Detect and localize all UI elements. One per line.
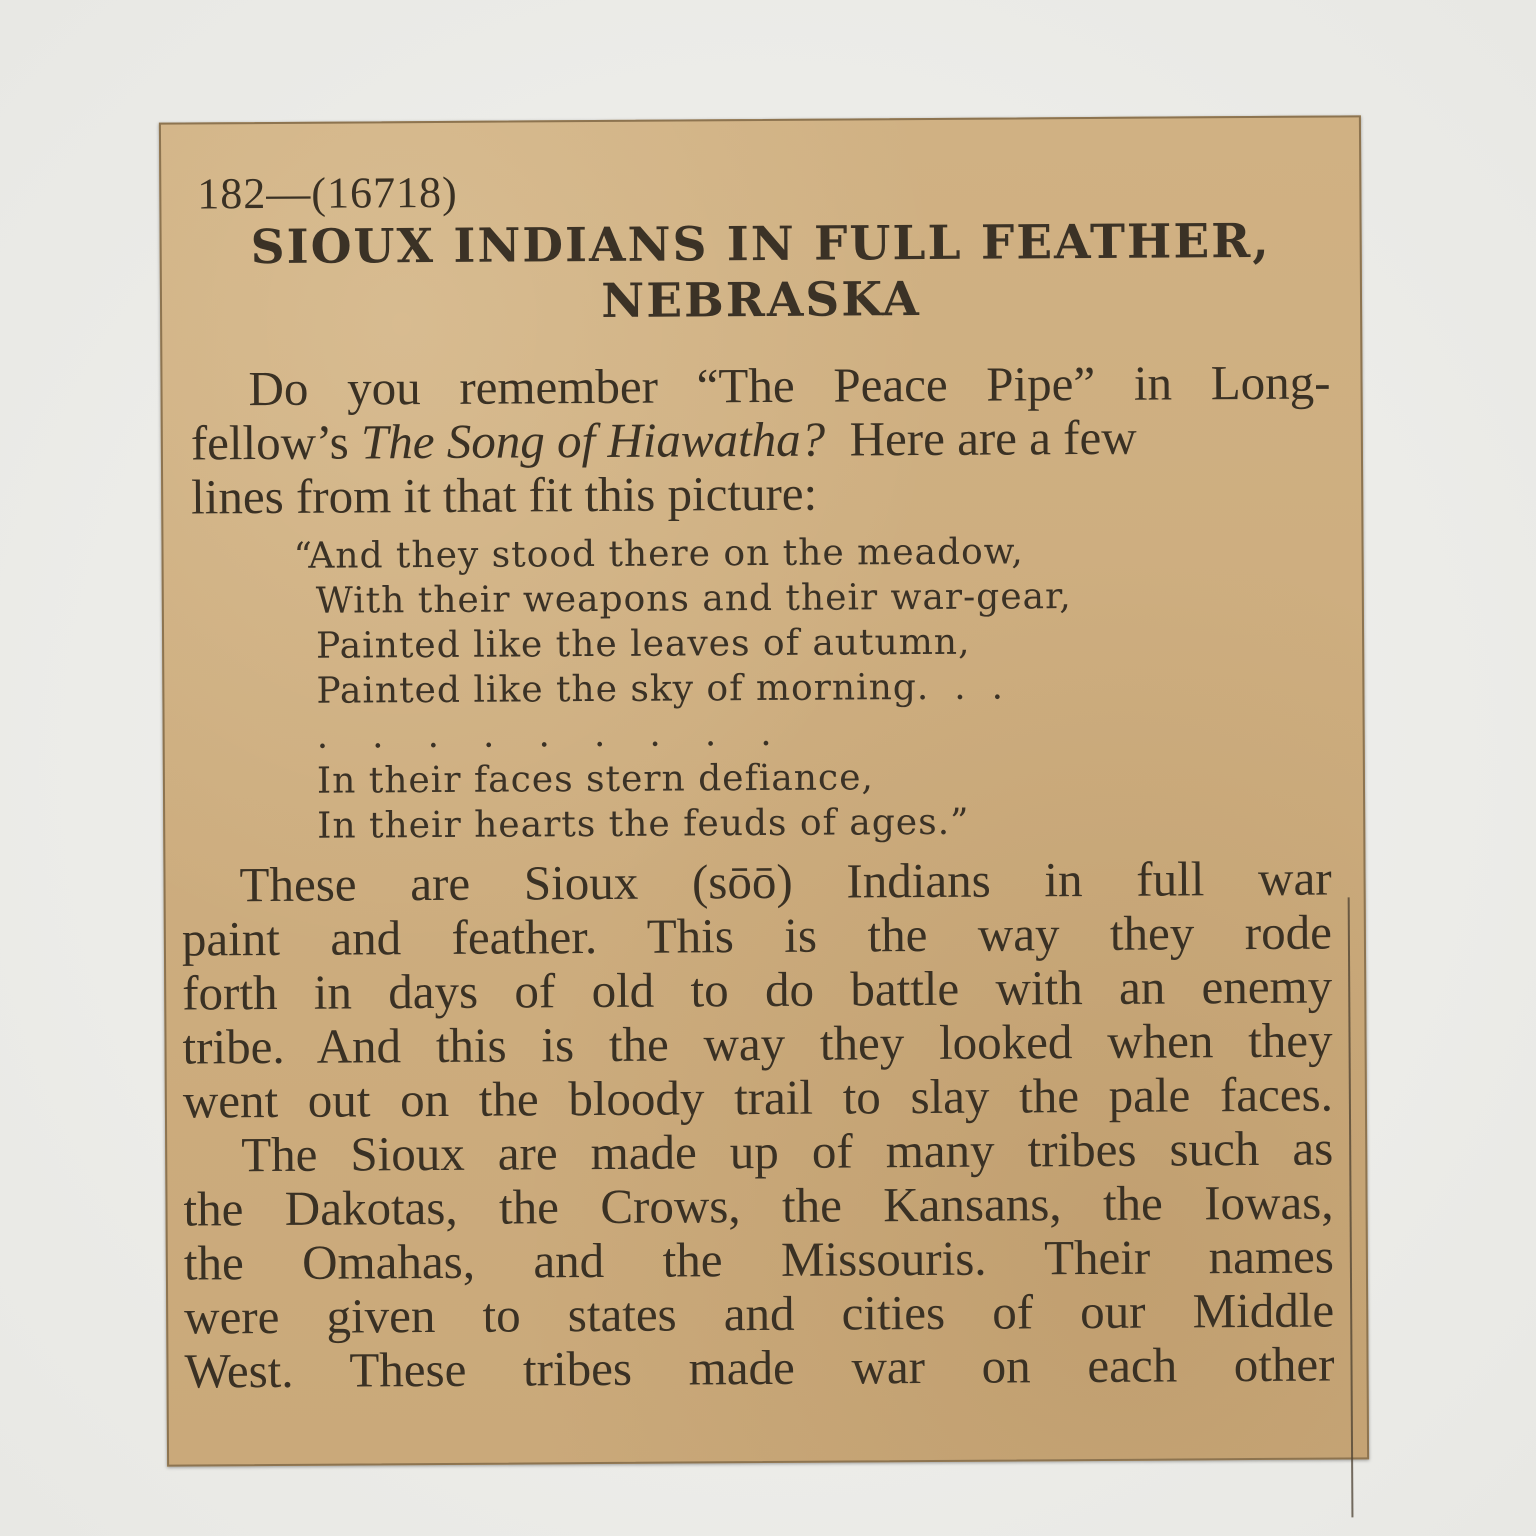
poem-line: In their faces stern defiance, <box>316 757 875 802</box>
stereoview-back-card <box>159 115 1369 1466</box>
poem-quote <box>293 528 1195 848</box>
intro-text: fellow’s <box>190 414 362 471</box>
body-line: the Omahas, and the Missouris. Their names <box>183 1228 1335 1291</box>
intro-line: Do you remember “The Peace Pipe” in Long- <box>248 354 1331 417</box>
poem-line: In their hearts the feuds of ages.” <box>317 801 970 847</box>
body-line: West. These tribes made war on each other <box>184 1336 1335 1399</box>
title-line-1: SIOUX INDIANS IN FULL FEATHER, <box>250 213 1271 276</box>
body-line: the Dakotas, the Crows, the Kansans, the Iowas, <box>183 1174 1334 1237</box>
body-paragraph <box>181 852 1334 1399</box>
card-number: 182—(16718) <box>197 167 458 219</box>
poem-ellipsis: ......... <box>316 712 816 757</box>
poem-line: Painted like the leaves of autumn, <box>315 621 971 667</box>
title-line-2: NEBRASKA <box>601 272 921 329</box>
body-line: went out on the bloody trail to slay the pale faces. <box>182 1066 1334 1129</box>
body-line: The Sioux are made up of many tribes such as <box>241 1120 1334 1183</box>
intro-paragraph <box>190 356 1331 525</box>
poem-line: “And they stood there on the meadow, <box>293 531 1024 577</box>
intro-line: lines from it that fit this picture: <box>191 465 818 525</box>
intro-line <box>191 410 1331 471</box>
intro-text: Here are a few <box>824 409 1137 467</box>
body-line: paint and feather. This is the way they rode <box>181 904 1333 967</box>
body-line: tribe. And this is the way they looked when they <box>182 1012 1333 1075</box>
poem-line: Painted like the sky of morning. . . <box>316 666 1005 712</box>
poem-line: With their weapons and their war-gear, <box>315 576 1072 622</box>
book-title: The Song of Hiawatha? <box>360 411 826 470</box>
card-title <box>162 213 1361 332</box>
body-line: forth in days of old to do battle with an enemy <box>182 958 1333 1021</box>
body-line: were given to states and cities of our Middle <box>184 1282 1335 1345</box>
right-edge-rule <box>1348 897 1354 1517</box>
body-line: These are Sioux (sōō) Indians in full war <box>239 850 1332 913</box>
